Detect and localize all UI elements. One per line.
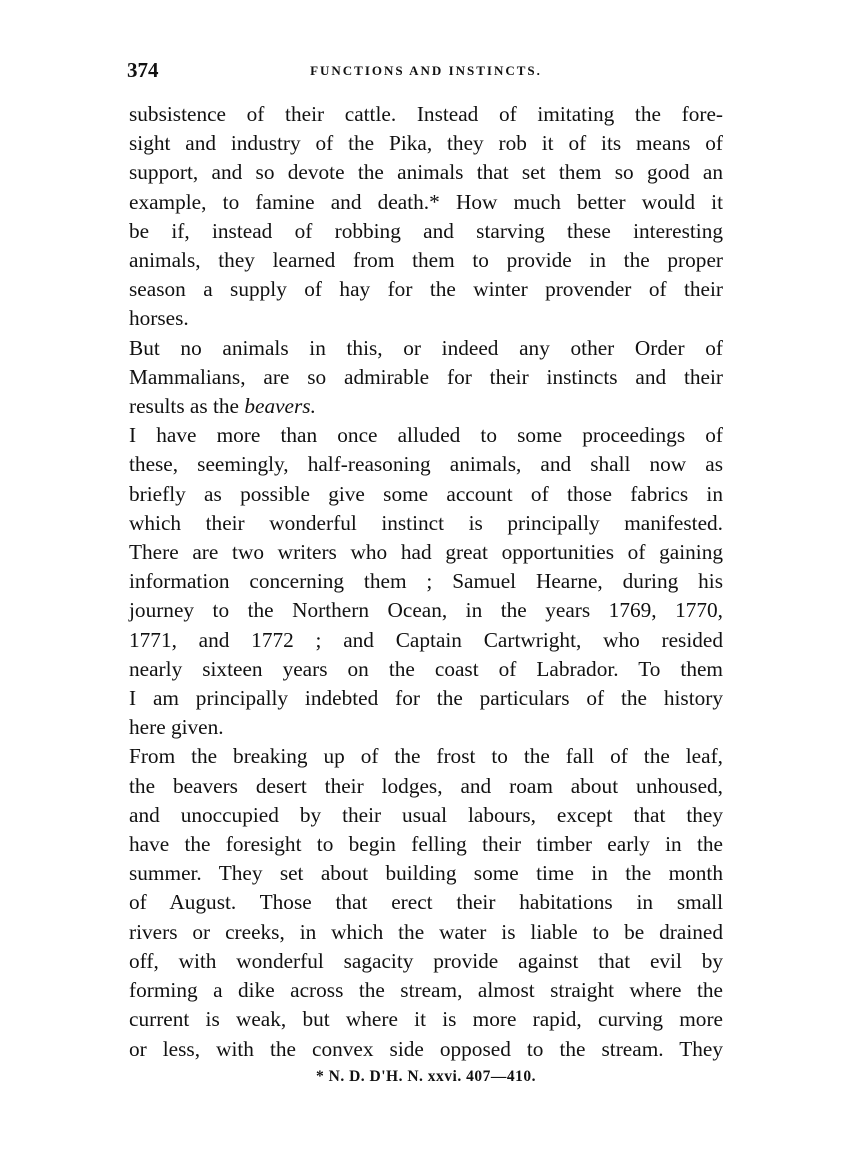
text-line-lead: results as the [129,394,245,419]
italic-word: beavers. [244,394,316,419]
text-line: season a supply of hay for the winter provender of their [129,277,723,302]
text-line: be if, instead of robbing and starving these interesting [129,218,723,243]
text-line: or less, with the convex side opposed to the stream. They [129,1036,723,1061]
footnote: * N. D. D'H. N. xxvi. 407—410. [316,1067,536,1085]
running-head: FUNCTIONS AND INSTINCTS. [310,63,542,78]
text-line: animals, they learned from them to provide in the proper [129,248,723,273]
text-line: summer. They set about building some time in the month [129,861,723,886]
paragraph-3 [129,421,723,742]
text-line: have the foresight to begin felling their timber early in the [129,832,723,857]
text-line: briefly as possible give some account of those fabrics in [129,481,723,506]
text-line: rivers or creeks, in which the water is liable to be drained [129,919,723,944]
text-line: and unoccupied by their usual labours, except that they [129,802,723,827]
paragraph-2 [129,334,723,422]
body-text [129,100,723,1064]
page-number: 374 [127,58,159,82]
text-line: From the breaking up of the frost to the fall of the leaf, [129,744,723,769]
text-line: current is weak, but where it is more rapid, curving more [129,1007,723,1032]
page [129,58,723,1086]
text-line: journey to the Northern Ocean, in the years 1769, 1770, [129,598,723,623]
text-line: forming a dike across the stream, almost straight where the [129,978,723,1003]
text-line: here given. [129,715,224,740]
text-line: which their wonderful instinct is principally manifested. [129,510,723,535]
text-line: information concerning them ; Samuel Hearne, during his [129,569,723,594]
text-line: of August. Those that erect their habitations in small [129,890,723,915]
text-line: sight and industry of the Pika, they rob it of its means of [129,131,723,156]
text-line: example, to famine and death.* How much better would it [129,189,723,214]
text-line: support, and so devote the animals that set them so good an [129,160,723,185]
text-line: But no animals in this, or indeed any other Order of [129,335,723,360]
text-line: horses. [129,306,189,331]
paragraph-4 [129,742,723,1063]
text-line: subsistence of their cattle. Instead of imitating the fore- [129,102,723,126]
paragraph-1 [129,100,723,334]
text-line: off, with wonderful sagacity provide against that evil by [129,948,723,973]
text-line: these, seemingly, half-reasoning animals, and shall now as [129,452,723,477]
text-line: I am principally indebted for the particulars of the history [129,686,723,711]
text-line: I have more than once alluded to some proceedings of [129,423,723,448]
text-line: There are two writers who had great opportunities of gaining [129,540,723,565]
text-line: 1771, and 1772 ; and Captain Cartwright, who resided [129,627,723,652]
text-line: nearly sixteen years on the coast of Labrador. To them [129,656,723,681]
text-line [129,392,723,421]
text-line: Mammalians, are so admirable for their instincts and their [129,364,723,389]
page-header [129,58,723,88]
text-line: the beavers desert their lodges, and roam about unhoused, [129,773,723,798]
